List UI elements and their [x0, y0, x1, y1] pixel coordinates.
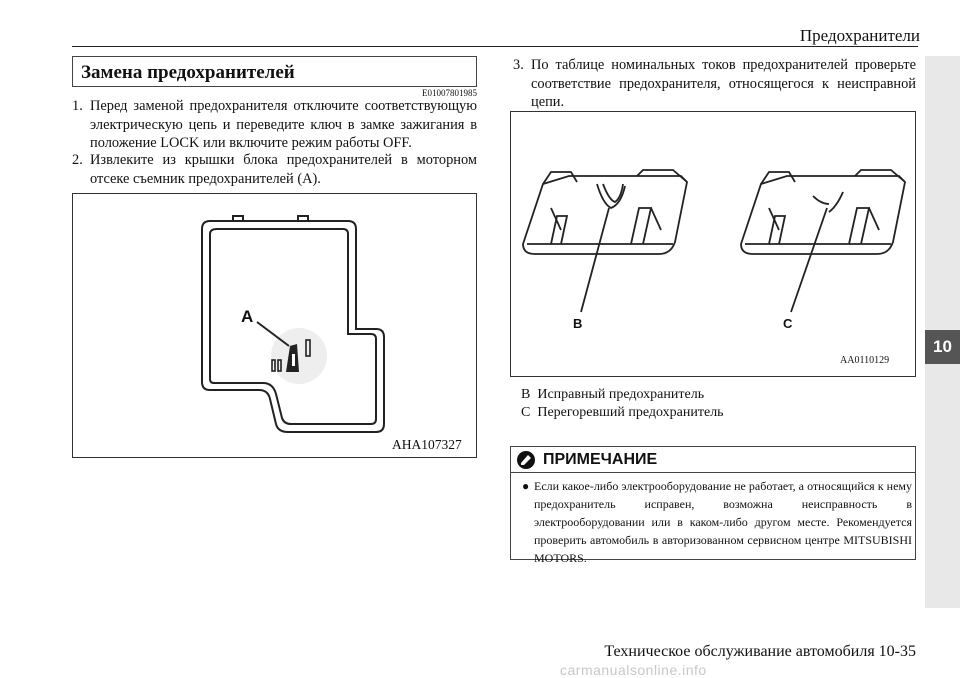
step-text: Извлеките из крышки блока предохранителей в моторном отсеке съемник предохранителей (A). — [90, 152, 477, 187]
fuse-box-cover-illustration — [73, 194, 476, 457]
step-2 — [72, 151, 477, 188]
legend-text: Исправный предохранитель — [537, 387, 705, 402]
watermark: carmanualsonline.info — [560, 662, 707, 678]
legend-key: B — [521, 387, 531, 402]
note-bullet: ● — [522, 479, 530, 493]
note-pencil-icon — [515, 450, 537, 470]
header-rule — [72, 46, 918, 47]
page-footer: Техническое обслуживание автомобиля 10-35 — [604, 643, 916, 660]
step-number: 3. — [513, 57, 524, 73]
good-fuse-drawing — [523, 170, 687, 254]
note-rule — [511, 472, 915, 473]
section-title: Замена предохранителей — [72, 56, 477, 87]
note-header — [515, 449, 657, 471]
blown-fuse-drawing — [741, 170, 905, 254]
figure-code-right: AA0110129 — [840, 355, 890, 366]
step-1 — [72, 97, 477, 153]
legend-item-c — [521, 404, 724, 422]
step-text: Перед заменой предохранителя отключите соответствующую электрическую цепь и переведите ключ в замке зажигания в положение LOCK или включите режим работы OFF. — [90, 98, 477, 151]
figure-label-b: B — [573, 316, 583, 331]
chapter-tab[interactable]: 10 — [925, 330, 960, 364]
section-code: E01007801985 — [422, 88, 477, 98]
figure-label-a: A — [241, 307, 254, 326]
page-header: Предохранители — [799, 26, 920, 45]
legend-key: C — [521, 405, 531, 420]
fuse-comparison-figure — [510, 111, 916, 377]
figure-code-left: AHA107327 — [392, 437, 462, 452]
fuse-comparison-illustration — [511, 112, 915, 376]
step-3 — [513, 56, 916, 112]
step-text: По таблице номинальных токов предохранителей проверьте соответствие предохранителя, относящегося к неисправной цепи. — [531, 57, 916, 110]
legend-item-b — [521, 386, 704, 404]
legend-text: Перегоревший предохранитель — [537, 405, 724, 420]
fuse-box-figure — [72, 193, 477, 458]
figure-label-c: C — [783, 316, 793, 331]
note-text: Если какое-либо электрооборудование не работает, а относящийся к нему предохранитель исправен, возможна неисправность в электрооборудовании или в каком-либо другом месте. Рекомендуется проверить автомобиль в авторизованном сервисном центре MITSUBISHI MOTORS. — [534, 479, 912, 565]
note-title: ПРИМЕЧАНИЕ — [543, 451, 658, 468]
step-number: 2. — [72, 152, 83, 168]
step-number: 1. — [72, 98, 83, 114]
note-text-block — [518, 477, 912, 567]
